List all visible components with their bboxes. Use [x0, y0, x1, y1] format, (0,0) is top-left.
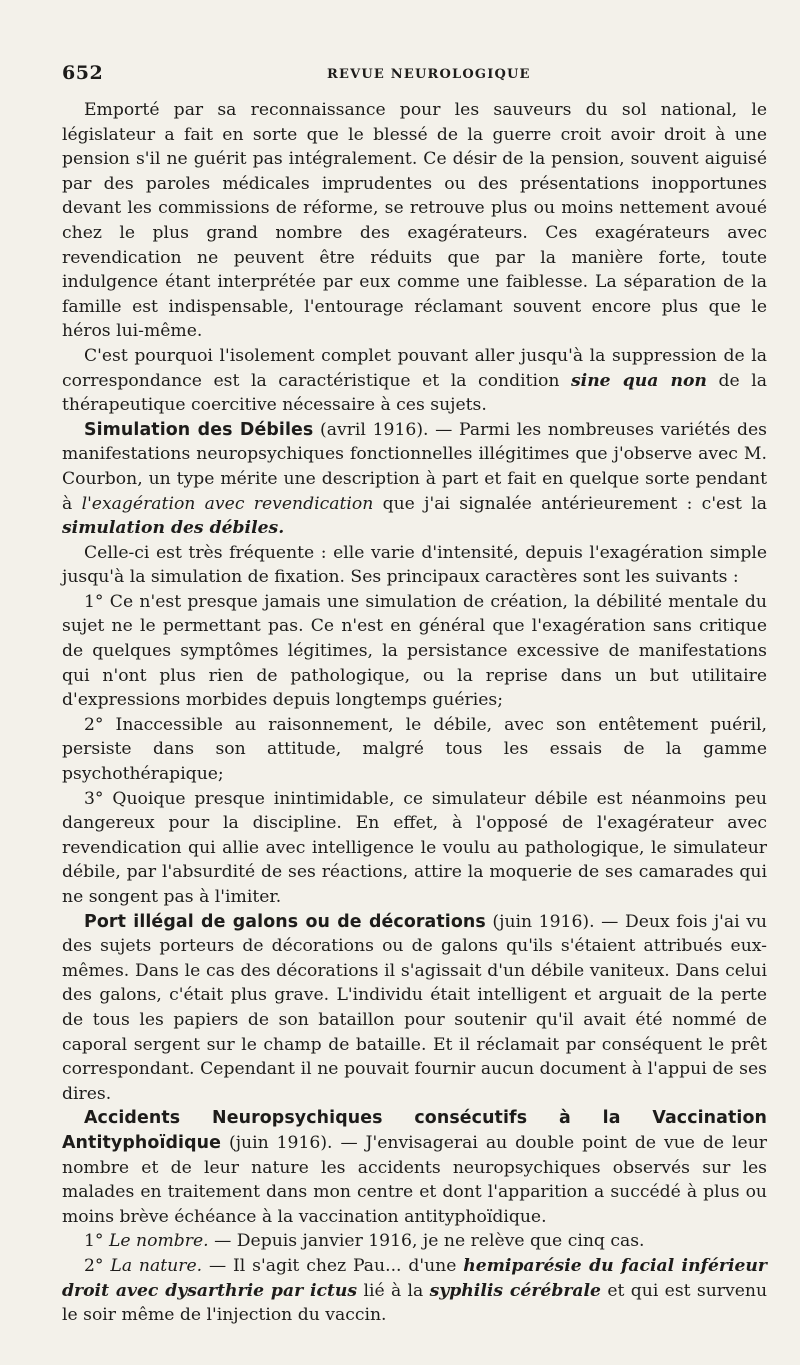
text-run: 1°: [84, 1231, 109, 1252]
text-run: C'est pourquoi l'isolement complet pouvant aller jusqu'à la suppression de la correspondance est la caractéristique et la condition: [62, 345, 767, 391]
paragraph: [62, 1229, 767, 1254]
emphasis: La nature.: [110, 1255, 203, 1276]
text-run: — Il s'agit chez Pau... d'une: [202, 1255, 464, 1276]
paragraph: 1° Ce n'est presque jamais une simulation de création, la débilité mentale du sujet ne le permettant pas. Ce n'est en général que l'exagération sans critique de quelques symptômes légitimes, la persistance excessive de manifestations qui n'ont plus rien de pathologique, ou la reprise dans un but utilitaire d'expressions morbides depuis longtemps guéries;: [62, 591, 767, 711]
emphasis: simulation des débiles.: [62, 518, 285, 539]
text-run: — Depuis janvier 1916, je ne relève que cinq cas.: [208, 1231, 645, 1252]
section-simulation: [62, 418, 767, 541]
running-title: REVUE NEUROLOGIQUE: [327, 67, 531, 82]
body-text: [62, 98, 767, 1328]
text-run: lié à la: [357, 1280, 430, 1301]
paragraph: 2° Inaccessible au raisonnement, le débile, avec son entêtement puéril, persiste dans son attitude, malgré tous les essais de la gamme psychothérapique;: [62, 714, 767, 785]
text-run: J'envisagerai au double point de vue de leur nombre et de leur nature les accidents neuropsychiques observés sur les malades en traitement dans mon centre et dont l'apparition a succédé à plus ou moins brève échéance à la vaccination antityphoïdique.: [62, 1132, 767, 1227]
section-date: (juin 1916). —: [485, 911, 625, 932]
section-title-galons: Port illégal de galons ou de décorations: [84, 911, 486, 932]
text-run: et qui est survenu le soir même de l'injection du vaccin.: [62, 1280, 768, 1326]
text-run: de la thérapeutique coercitive nécessaire à ces sujets.: [62, 370, 767, 416]
paragraph: Celle-ci est très fréquente : elle varie d'intensité, depuis l'exagération simple jusqu'à la simulation de fixation. Ses principaux caractères sont les suivants :: [62, 542, 767, 588]
text-run: Deux fois j'ai vu des sujets porteurs de décorations ou de galons qu'ils s'étaient attribués eux-mêmes. Dans le cas des décorations il s'agissait d'un débile vaniteux. Dans celui des galons, c'était plus grave. L'individu était intelligent et arguait de la perte de tous les papiers de son bataillon pour soutenir qu'il avait été nommé de caporal sergent sur le champ de bataille. Et il réclamait par conséquent le prêt correspondant. Cependant il ne pouvait fournir aucun document à l'appui de ses dires.: [62, 911, 767, 1104]
paragraph: 3° Quoique presque inintimidable, ce simulateur débile est néanmoins peu dangereux pour la discipline. En effet, à l'opposé de l'exagérateur avec revendication qui allie avec intelligence le voulu au pathologique, le simulateur débile, par l'absurdité de ses réactions, attire la moquerie de ses camarades qui ne songent pas à l'imiter.: [62, 788, 767, 907]
latin-phrase: sine qua non: [570, 370, 707, 391]
page-number: 652: [62, 62, 104, 84]
section-date: (juin 1916). —: [221, 1132, 366, 1153]
section-title-simulation: Simulation des Débiles: [84, 419, 314, 440]
emphasis: Le nombre.: [109, 1231, 209, 1252]
paragraph: [62, 1254, 767, 1328]
emphasis: l'exagération avec revendication: [81, 493, 374, 514]
section-galons: [62, 910, 767, 1107]
section-title-accidents: Accidents Neuropsychiques consécutifs à la Vaccination Antityphoïdique: [62, 1108, 767, 1153]
text-run: que j'ai signalée antérieurement : c'est la: [373, 493, 767, 514]
intro-paragraph-1: Emporté par sa reconnaissance pour les sauveurs du sol national, le législateur a fait en sorte que le blessé de la guerre croit avoir droit à une pension s'il ne guérit pas intégralement. Ce désir de la pension, souvent aiguisé par des paroles médicales imprudentes ou des présentations inopportunes devant les commissions de réforme, se retrouve plus ou moins nettement avoué chez le plus grand nombre des exagérateurs. Ces exagérateurs avec revendication ne peuvent être réduits que par la manière forte, toute indulgence étant interprétée par eux comme une faiblesse. La séparation de la famille est indispensable, l'entourage réclamant souvent encore plus que le héros lui-même.: [62, 100, 767, 342]
intro-paragraph-2: [62, 344, 767, 418]
page-header: [62, 62, 768, 90]
text-run: 2°: [84, 1255, 111, 1276]
section-accidents: [62, 1106, 767, 1229]
emphasis: syphilis cérébrale: [429, 1280, 601, 1301]
section-date: (avril 1916). —: [313, 419, 460, 440]
emphasis: hemiparésie du facial inférieur droit avec dysarthrie par ictus: [62, 1255, 767, 1301]
text-run: Parmi les nombreuses variétés des manifestations neuropsychiques fonctionnelles illégitimes que j'observe avec M. Courbon, un type mérite une description à part et fait en quelque sorte pendant à: [62, 419, 767, 514]
